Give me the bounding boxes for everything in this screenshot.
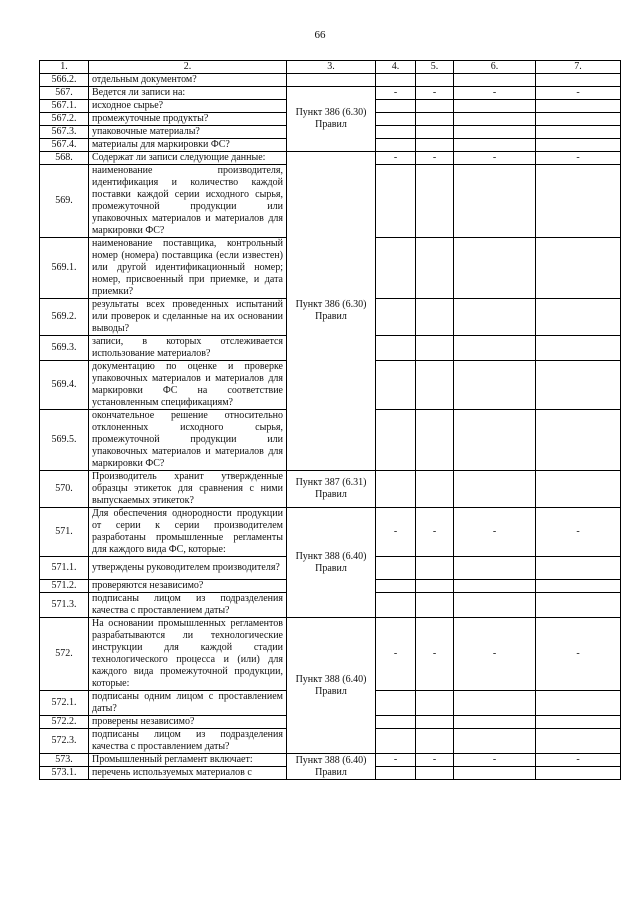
answer-cell[interactable]: -	[376, 618, 416, 691]
answer-cell[interactable]	[536, 471, 621, 508]
column-header: 5.	[416, 61, 454, 74]
answer-cell[interactable]	[376, 557, 416, 580]
answer-cell[interactable]	[416, 126, 454, 139]
table-row	[40, 152, 621, 165]
item-number: 569.4.	[40, 361, 89, 410]
answer-cell[interactable]	[376, 471, 416, 508]
answer-cell[interactable]: -	[416, 618, 454, 691]
column-header: 7.	[536, 61, 621, 74]
answer-cell[interactable]	[376, 100, 416, 113]
table-row	[40, 471, 621, 508]
answer-cell[interactable]: -	[454, 754, 536, 767]
answer-cell[interactable]: -	[536, 152, 621, 165]
item-question: подписаны лицом из подразделения качества с проставлением даты?	[89, 593, 287, 618]
answer-cell[interactable]	[536, 336, 621, 361]
item-question: Производитель хранит утвержденные образцы этикеток для сравнения с ними выпускаемых этикеток?	[89, 471, 287, 508]
column-header: 4.	[376, 61, 416, 74]
answer-cell[interactable]	[454, 238, 536, 299]
page-number: 66	[314, 29, 326, 41]
column-header: 3.	[287, 61, 376, 74]
item-question: окончательное решение относительно отклоненных исходного сырья, промежуточной продукции или упаковочных материалов и материалов для маркировки ФС?	[89, 410, 287, 471]
item-number: 573.1.	[40, 767, 89, 780]
answer-cell[interactable]	[376, 126, 416, 139]
answer-cell[interactable]	[454, 593, 536, 618]
answer-cell[interactable]	[536, 139, 621, 152]
answer-cell[interactable]	[376, 113, 416, 126]
answer-cell[interactable]	[376, 336, 416, 361]
reference-cell: Пункт 386 (6.30) Правил	[287, 152, 376, 471]
answer-cell[interactable]	[536, 729, 621, 754]
item-question: Промышленный регламент включает:	[89, 754, 287, 767]
reference-cell: Пункт 387 (6.31) Правил	[287, 471, 376, 508]
item-number: 569.3.	[40, 336, 89, 361]
item-number: 569.2.	[40, 299, 89, 336]
answer-cell[interactable]: -	[416, 754, 454, 767]
answer-cell[interactable]	[454, 716, 536, 729]
item-question: Ведется ли записи на:	[89, 87, 287, 100]
answer-cell[interactable]	[376, 716, 416, 729]
item-number: 572.1.	[40, 691, 89, 716]
item-question: документацию по оценке и проверке упаковочных материалов и материалов для маркировки ФС на соответствие установленным спецификациям?	[89, 361, 287, 410]
answer-cell[interactable]	[376, 580, 416, 593]
item-number: 567.3.	[40, 126, 89, 139]
item-question: материалы для маркировки ФС?	[89, 139, 287, 152]
answer-cell[interactable]	[416, 299, 454, 336]
checklist-table	[39, 60, 621, 780]
answer-cell[interactable]	[536, 580, 621, 593]
item-question: перечень используемых материалов с	[89, 767, 287, 780]
answer-cell[interactable]	[416, 238, 454, 299]
item-number: 572.	[40, 618, 89, 691]
answer-cell[interactable]	[536, 126, 621, 139]
item-number: 569.1.	[40, 238, 89, 299]
answer-cell[interactable]	[376, 361, 416, 410]
answer-cell[interactable]	[416, 593, 454, 618]
answer-cell[interactable]	[454, 691, 536, 716]
answer-cell[interactable]	[536, 557, 621, 580]
table-row	[40, 618, 621, 691]
item-question: записи, в которых отслеживается использование материалов?	[89, 336, 287, 361]
answer-cell[interactable]	[376, 139, 416, 152]
answer-cell[interactable]	[376, 691, 416, 716]
item-number: 567.2.	[40, 113, 89, 126]
reference-cell: Пункт 388 (6.40) Правил	[287, 754, 376, 780]
item-question: Для обеспечения однородности продукции от серии к серии производителем разработаны промышленные регламенты для каждого вида ФС, которые:	[89, 508, 287, 557]
answer-cell[interactable]	[454, 336, 536, 361]
answer-cell[interactable]	[536, 767, 621, 780]
table-row	[40, 87, 621, 100]
answer-cell[interactable]	[376, 729, 416, 754]
reference-cell: Пункт 388 (6.40) Правил	[287, 618, 376, 754]
item-question: подписаны лицом из подразделения качества с проставлением даты?	[89, 729, 287, 754]
item-number: 572.3.	[40, 729, 89, 754]
header-row	[40, 61, 621, 74]
item-number: 569.	[40, 165, 89, 238]
answer-cell[interactable]	[454, 410, 536, 471]
answer-cell[interactable]	[416, 471, 454, 508]
answer-cell[interactable]	[416, 74, 454, 87]
answer-cell[interactable]	[416, 557, 454, 580]
answer-cell[interactable]	[536, 238, 621, 299]
item-question: упаковочные материалы?	[89, 126, 287, 139]
answer-cell[interactable]	[376, 299, 416, 336]
answer-cell[interactable]	[536, 593, 621, 618]
answer-cell[interactable]	[536, 361, 621, 410]
answer-cell[interactable]	[416, 113, 454, 126]
answer-cell[interactable]	[416, 165, 454, 238]
answer-cell[interactable]	[416, 410, 454, 471]
item-number: 572.2.	[40, 716, 89, 729]
answer-cell[interactable]: -	[536, 618, 621, 691]
answer-cell[interactable]	[376, 238, 416, 299]
answer-cell[interactable]	[536, 100, 621, 113]
answer-cell[interactable]	[454, 580, 536, 593]
table-row	[40, 74, 621, 87]
answer-cell[interactable]: -	[376, 508, 416, 557]
answer-cell[interactable]	[454, 299, 536, 336]
answer-cell[interactable]	[536, 74, 621, 87]
answer-cell[interactable]	[536, 113, 621, 126]
answer-cell[interactable]	[454, 100, 536, 113]
answer-cell[interactable]	[536, 691, 621, 716]
answer-cell[interactable]	[416, 580, 454, 593]
answer-cell[interactable]	[454, 361, 536, 410]
answer-cell[interactable]: -	[454, 152, 536, 165]
answer-cell[interactable]: -	[454, 87, 536, 100]
table-row	[40, 508, 621, 557]
item-question: наименование поставщика, контрольный номер (номера) поставщика (если известен) или другой идентификационный номер; номер, присвоенный при приемке, и дата приемки?	[89, 238, 287, 299]
answer-cell[interactable]	[536, 165, 621, 238]
answer-cell[interactable]	[416, 139, 454, 152]
answer-cell[interactable]	[454, 74, 536, 87]
item-number: 567.1.	[40, 100, 89, 113]
answer-cell[interactable]: -	[416, 87, 454, 100]
answer-cell[interactable]	[376, 767, 416, 780]
reference-cell: Пункт 386 (6.30) Правил	[287, 87, 376, 152]
item-question: наименование производителя, идентификация и количество каждой поставки каждой серии исходного сырья, промежуточной продукции или упаковочных материалов и материалов для маркировки ФС?	[89, 165, 287, 238]
answer-cell[interactable]	[376, 410, 416, 471]
item-question: Содержат ли записи следующие данные:	[89, 152, 287, 165]
answer-cell[interactable]	[416, 336, 454, 361]
answer-cell[interactable]	[376, 74, 416, 87]
answer-cell[interactable]	[454, 126, 536, 139]
answer-cell[interactable]	[536, 716, 621, 729]
table-row	[40, 754, 621, 767]
item-number: 571.	[40, 508, 89, 557]
item-number: 566.2.	[40, 74, 89, 87]
item-number: 569.5.	[40, 410, 89, 471]
answer-cell[interactable]	[454, 557, 536, 580]
answer-cell[interactable]	[454, 767, 536, 780]
column-header: 2.	[89, 61, 287, 74]
item-number: 568.	[40, 152, 89, 165]
answer-cell[interactable]	[454, 729, 536, 754]
answer-cell[interactable]: -	[454, 618, 536, 691]
answer-cell[interactable]	[416, 767, 454, 780]
item-question: проверены независимо?	[89, 716, 287, 729]
item-question: исходное сырье?	[89, 100, 287, 113]
item-number: 571.2.	[40, 580, 89, 593]
answer-cell[interactable]: -	[416, 508, 454, 557]
answer-cell[interactable]: -	[536, 508, 621, 557]
answer-cell[interactable]	[416, 729, 454, 754]
answer-cell[interactable]: -	[376, 152, 416, 165]
answer-cell[interactable]: -	[536, 754, 621, 767]
answer-cell[interactable]	[454, 113, 536, 126]
item-question: На основании промышленных регламентов разрабатываются ли технологические инструкции для каждой стадии технологического процесса и (или) для каждого вида промежуточной продукции, которые:	[89, 618, 287, 691]
answer-cell[interactable]	[536, 410, 621, 471]
item-question: утверждены руководителем производителя?	[89, 557, 287, 580]
item-question: отдельным документом?	[89, 74, 287, 87]
reference-cell: Пункт 388 (6.40) Правил	[287, 508, 376, 618]
answer-cell[interactable]: -	[376, 754, 416, 767]
answer-cell[interactable]	[416, 361, 454, 410]
answer-cell[interactable]: -	[454, 508, 536, 557]
item-number: 571.3.	[40, 593, 89, 618]
answer-cell[interactable]: -	[536, 87, 621, 100]
answer-cell[interactable]	[376, 165, 416, 238]
answer-cell[interactable]	[416, 100, 454, 113]
item-question: проверяются независимо?	[89, 580, 287, 593]
reference-cell	[287, 74, 376, 87]
item-number: 571.1.	[40, 557, 89, 580]
item-question: подписаны одним лицом с проставлением даты?	[89, 691, 287, 716]
answer-cell[interactable]: -	[416, 152, 454, 165]
item-number: 573.	[40, 754, 89, 767]
column-header: 6.	[454, 61, 536, 74]
answer-cell[interactable]	[454, 139, 536, 152]
answer-cell[interactable]	[416, 691, 454, 716]
answer-cell[interactable]	[454, 165, 536, 238]
answer-cell[interactable]	[536, 299, 621, 336]
answer-cell[interactable]	[454, 471, 536, 508]
item-question: промежуточные продукты?	[89, 113, 287, 126]
item-question: результаты всех проведенных испытаний или проверок и сделанные на их основании выводы?	[89, 299, 287, 336]
answer-cell[interactable]: -	[376, 87, 416, 100]
answer-cell[interactable]	[376, 593, 416, 618]
item-number: 567.	[40, 87, 89, 100]
column-header: 1.	[40, 61, 89, 74]
item-number: 567.4.	[40, 139, 89, 152]
answer-cell[interactable]	[416, 716, 454, 729]
item-number: 570.	[40, 471, 89, 508]
